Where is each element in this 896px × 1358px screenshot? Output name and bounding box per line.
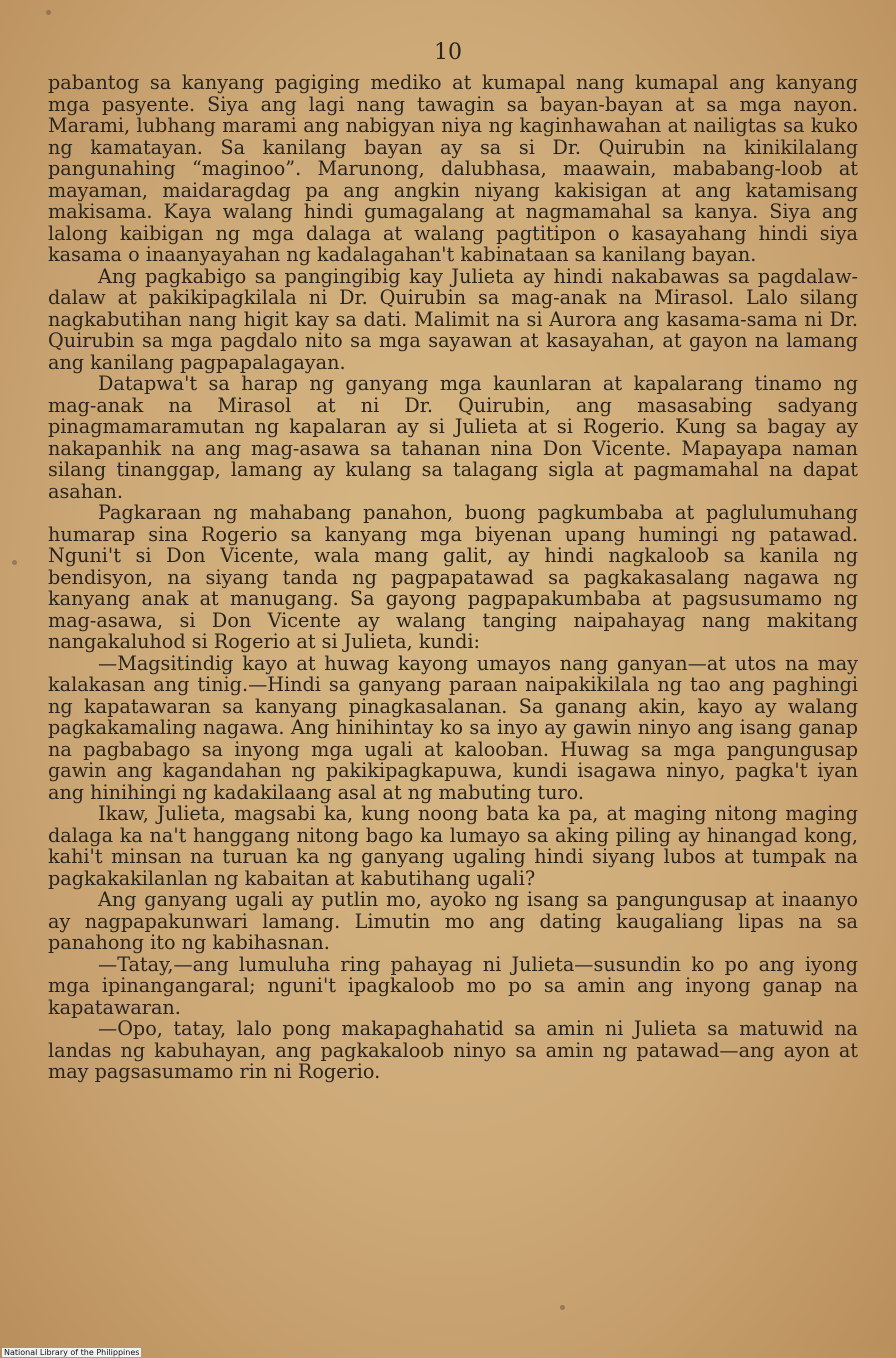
paper-speck <box>560 1305 565 1310</box>
paragraph: —Magsitindig kayo at huwag kayong umayos nang ganyan—at utos na may kalakasan ang tinig.—Hindi sa ganyang paraan naipakikilala ng tao ang paghingi ng kapatawaran sa kanyang pinagkasalanan. Sa ganang akin, kayo ay walang pagkakamaling nagawa. Ang hinihintay ko sa inyo ay gawin ninyo ang isang ganap na pagbabago sa inyong mga ugali at kalooban. Huwag sa mga pangungusap gawin ang kagandahan ng pakikipagkapuwa, kundi isagawa ninyo, pagka't iyan ang hinihingi ng kadakilaang asal at ng mabuting turo. <box>48 651 858 804</box>
paragraph: —Tatay,—ang lumuluha ring pahayag ni Julieta—susundin ko po ang iyong mga ipinangangaral; nguni't ipagkaloob mo po sa amin ang inyong ganap na kapatawaran. <box>48 952 858 1019</box>
paragraph: pabantog sa kanyang pagiging mediko at kumapal nang kumapal ang kanyang mga pasyente. Siya ang lagi nang tawagin sa bayan-bayan at sa mga nayon. Marami, lubhang marami ang nabigyan niya ng kaginhawahan at nailigtas sa kuko ng kamatayan. Sa kanilang bayan ay sa si Dr. Quirubin na kinikilalang pangunahing “maginoo”. Marunong, dalubhasa, maawain, mababang-loob at mayaman, maidaragdag pa ang angkin niyang kakisigan at ang katamisang makisama. Kaya walang hindi gumagalang at nagmamahal sa kanya. Siya ang lalong kaibigan ng mga dalaga at walang pagtitipon o kasayahang hindi siya kasama o inaanyayahan ng kadalagahan't kabinataan sa kanilang bayan. <box>48 71 858 266</box>
library-footer: National Library of the Philippines <box>4 1348 140 1357</box>
paragraph: Ang pagkabigo sa pangingibig kay Julieta ay hindi nakabawas sa pagdalaw-dalaw at pakikipagkilala ni Dr. Quirubin sa mag-anak na Mirasol. Lalo silang nagkabutihan nang higit kay sa dati. Malimit na si Aurora ang kasama-sama ni Dr. Quirubin sa mga pagdalo nito sa mga sayawan at kasayahan, at gayon na lamang ang kanilang pagpapalagayan. <box>48 264 858 374</box>
paragraph: Ikaw, Julieta, magsabi ka, kung noong bata ka pa, at maging nitong maging dalaga ka na't hanggang nitong bago ka lumayo sa aking piling ay hinangad kong, kahi't minsan na turuan ka ng ganyang ugaling hindi siyang lubos at tumpak na pagkakakilanlan ng kabaitan at kabutihang ugali? <box>48 802 858 890</box>
paper-speck <box>12 560 17 565</box>
body-text <box>48 72 858 1083</box>
paragraph: Pagkaraan ng mahabang panahon, buong pagkumbaba at paglulumuhang humarap sina Rogerio sa kanyang mga biyenan upang humingi ng patawad. Nguni't si Don Vicente, wala mang galit, ay hindi nagkaloob sa kanila ng bendisyon, na siyang tanda ng pagpapatawad sa pagkakasalang nagawa ng kanyang anak at manugang. Sa gayong pagpapakumbaba at pagsusumamo ng mag-asawa, si Don Vicente ay walang tanging naipahayag nang makitang nangakaluhod si Rogerio at si Julieta, kundi: <box>48 501 858 653</box>
paper-speck <box>46 10 51 15</box>
paragraph: Datapwa't sa harap ng ganyang mga kaunlaran at kapalarang tinamo ng mag-anak na Mirasol at ni Dr. Quirubin, ang masasabing sadyang pinagmamaramutan ng kapalaran ay si Julieta at si Rogerio. Kung sa bagay ay nakapanhik na ang mag-asawa sa tahanan nina Don Vicente. Mapayapa naman silang tinanggap, lamang ay kulang sa talagang sigla at pagmamahal na dapat asahan. <box>48 372 858 503</box>
page-number: 10 <box>434 40 462 65</box>
paragraph: Ang ganyang ugali ay putlin mo, ayoko ng isang sa pangungusap at inaanyo ay nagpapakunwari lamang. Limutin mo ang dating kaugaliang lipas na sa panahong ito ng kabihasnan. <box>48 888 858 954</box>
paragraph: —Opo, tatay, lalo pong makapaghahatid sa amin ni Julieta sa matuwid na landas ng kabuhayan, ang pagkakaloob ninyo sa amin ng patawad—ang ayon at may pagsasumamo rin ni Rogerio. <box>48 1017 858 1083</box>
